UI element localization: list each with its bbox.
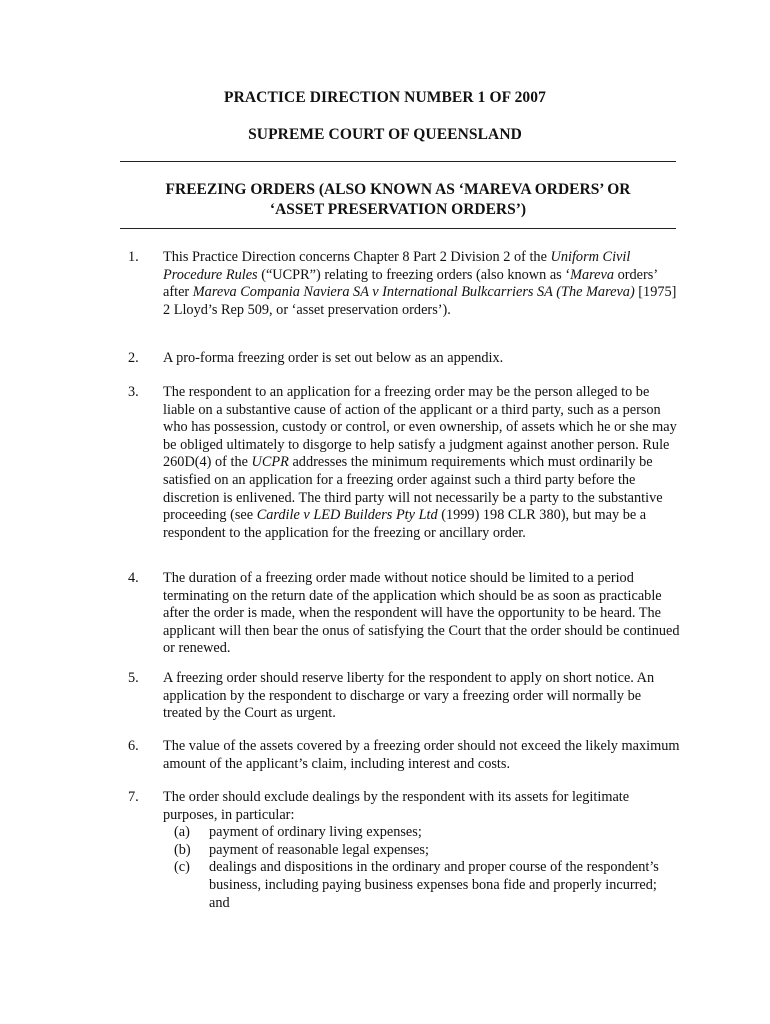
document-title-line-1: FREEZING ORDERS (ALSO KNOWN AS ‘MAREVA ORDERS’ OR [165,181,631,198]
italic-citation: Mareva Compania Naviera SA v International Bulkcarriers SA (The Mareva) [192,284,635,301]
paragraph-number: 6. [128,738,139,754]
paragraph-number: 5. [128,670,139,686]
paragraph-text: The duration of a freezing order made without notice should be limited to a period terminating on the return date of the application which should be as soon as practicable after the order is made, when the respondent will have the opportunity to be heard. The applicant will then bear the onus of satisfying the Court that the order should be continued or renewed. [163,570,680,657]
paragraph-number: 1. [128,249,139,265]
paragraph-number: 3. [128,384,139,400]
list-item-label: (c) [174,859,190,876]
paragraph-text: The value of the assets covered by a freezing order should not exceed the likely maximum amount of the applicant’s claim, including interest and costs. [163,738,680,772]
top-divider [120,161,676,162]
paragraph-intro: The order should exclude dealings by the respondent with its assets for legitimate purposes, in particular: [163,789,630,823]
paragraph-3 [120,384,680,542]
list-item [163,859,680,912]
text-run: This Practice Direction concerns Chapter 8 Part 2 Division 2 of the [163,249,551,265]
court-name-heading: SUPREME COURT OF QUEENSLAND [248,126,522,143]
list-item-text: dealings and dispositions in the ordinary and proper course of the respondent’s business, including paying business expenses bona fide and properly incurred; and [209,859,659,911]
list-item-text: payment of ordinary living expenses; [209,824,422,841]
italic-citation: Cardile v LED Builders Pty Ltd [256,507,438,524]
italic-citation: Uniform Civil Procedure Rules [163,249,631,283]
document-title [120,180,676,220]
paragraph-6 [120,738,680,773]
text-run: [1975] 2 Lloyd’s Rep 509, or ‘asset preservation orders’). [163,284,677,318]
text-run: (1999) 198 CLR 380), but may be a respondent to the application for the freezing or ancillary order. [163,507,647,541]
list-item-label: (a) [174,824,190,841]
document-title-line-2: ‘ASSET PRESERVATION ORDERS’) [269,201,527,218]
paragraph-7 [120,789,680,912]
paragraph-text: A freezing order should reserve liberty for the respondent to apply on short notice. An application by the respondent to discharge or vary a freezing order will normally be treated by the Court as urgent. [163,670,655,722]
text-run: (“UCPR”) relating to freezing orders (also known as ‘ [257,266,571,283]
paragraph-text [163,789,680,912]
list-item [163,842,680,860]
paragraph-number: 7. [128,789,139,805]
text-run: orders’ after [163,266,658,301]
paragraph-4 [120,570,680,658]
list-item [163,824,680,842]
paragraph-text: A pro-forma freezing order is set out below as an appendix. [163,350,504,366]
paragraph-text [163,249,680,319]
bottom-divider [120,228,676,229]
practice-direction-heading: PRACTICE DIRECTION NUMBER 1 OF 2007 [224,89,546,106]
list-item-label: (b) [174,841,191,858]
text-run: addresses the minimum requirements which must ordinarily be satisfied on an application for a freezing order against such a third party before the discretion is enlivened. The third party will not necessarily be a party to the substantive proceeding (see [163,454,663,524]
italic-citation: Mareva [570,266,615,283]
paragraph-number: 4. [128,570,139,586]
paragraph-number: 2. [128,350,139,366]
text-run: The respondent to an application for a freezing order may be the person alleged to be liable on a substantive cause of action of the applicant or a third party, such as a person who has possession, custody or control, or even ownership, of assets which he or she may be obliged ultimately to disgorge to help satisfy a judgment against another person. Rule 260D(4) of the [163,384,677,471]
paragraph-5 [120,670,680,723]
paragraph-text [163,384,680,542]
paragraph-2 [120,350,680,368]
italic-citation: UCPR [251,454,289,471]
list-item-text: payment of reasonable legal expenses; [209,841,429,858]
paragraph-1 [120,249,680,319]
